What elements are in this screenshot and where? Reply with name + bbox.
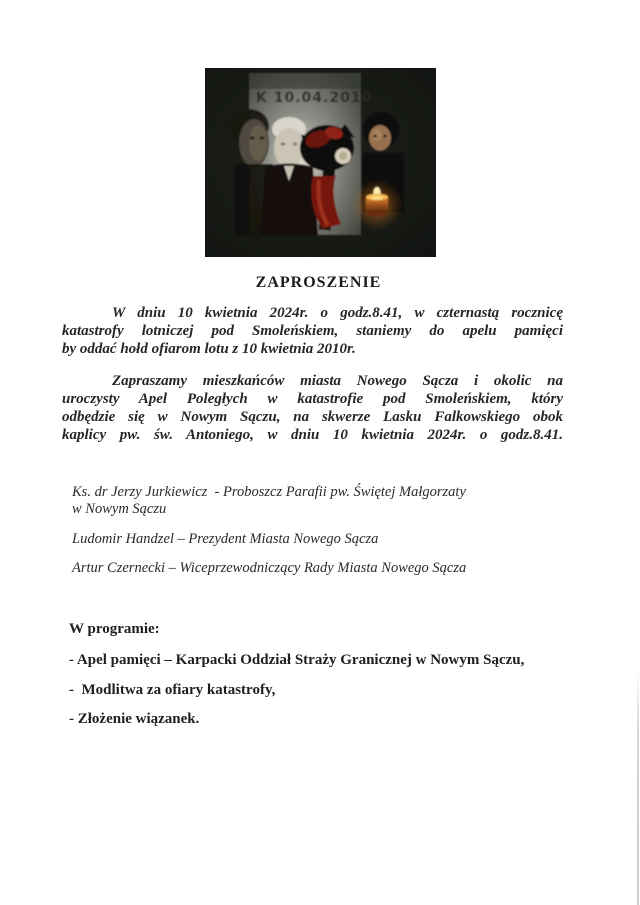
page-title: ZAPROSZENIE [255,274,382,291]
program-item: - Złożenie wiązanek. [69,711,200,727]
program-section [69,621,624,728]
poster-date-text: K 10.04.2010 [256,90,373,106]
paragraph-line: odbędzie się w Nowym Sączu, na skwerze Lasku Falkowskiego obok [62,409,563,425]
signatory-council: Artur Czernecki – Wiceprzewodniczący Rady Miasta Nowego Sącza [72,560,467,576]
paragraph-line: by oddać hołd ofiarom lotu z 10 kwietnia 2010r. [62,341,356,357]
memorial-photo-graphic [205,68,436,257]
paragraph-line: uroczysty Apel Poległych w katastrofie pod Smoleńskiem, który [62,391,563,407]
paragraph-line: katastrofy lotniczej pod Smoleńskiem, staniemy do apelu pamięci [62,323,563,339]
scan-edge-artifact [637,670,639,905]
paragraph-line: Zapraszamy mieszkańców miasta Nowego Sącza i okolic na [112,373,563,389]
program-item: - Modlitwa za ofiary katastrofy, [69,682,276,698]
program-heading: W programie: [69,621,160,637]
paragraph-line: W dniu 10 kwietnia 2024r. o godz.8.41, w czternastą rocznicę [112,305,563,321]
paragraph-line: kaplicy pw. św. Antoniego, w dniu 10 kwietnia 2024r. o godz.8.41. [62,427,563,443]
signatories-section [72,484,612,577]
candle [352,180,402,230]
memorial-photo [205,68,436,257]
signatory-priest-city: w Nowym Sączu [72,501,167,517]
signatory-priest: Ks. dr Jerzy Jurkiewicz - Proboszcz Parafii pw. Świętej Małgorzaty [72,484,466,500]
program-item: - Apel pamięci – Karpacki Oddział Straży Granicznej w Nowym Sączu, [69,652,525,668]
invitation-paragraph [62,372,563,444]
intro-paragraph [62,304,563,358]
signatory-mayor: Ludomir Handzel – Prezydent Miasta Nowego Sącza [72,531,379,547]
